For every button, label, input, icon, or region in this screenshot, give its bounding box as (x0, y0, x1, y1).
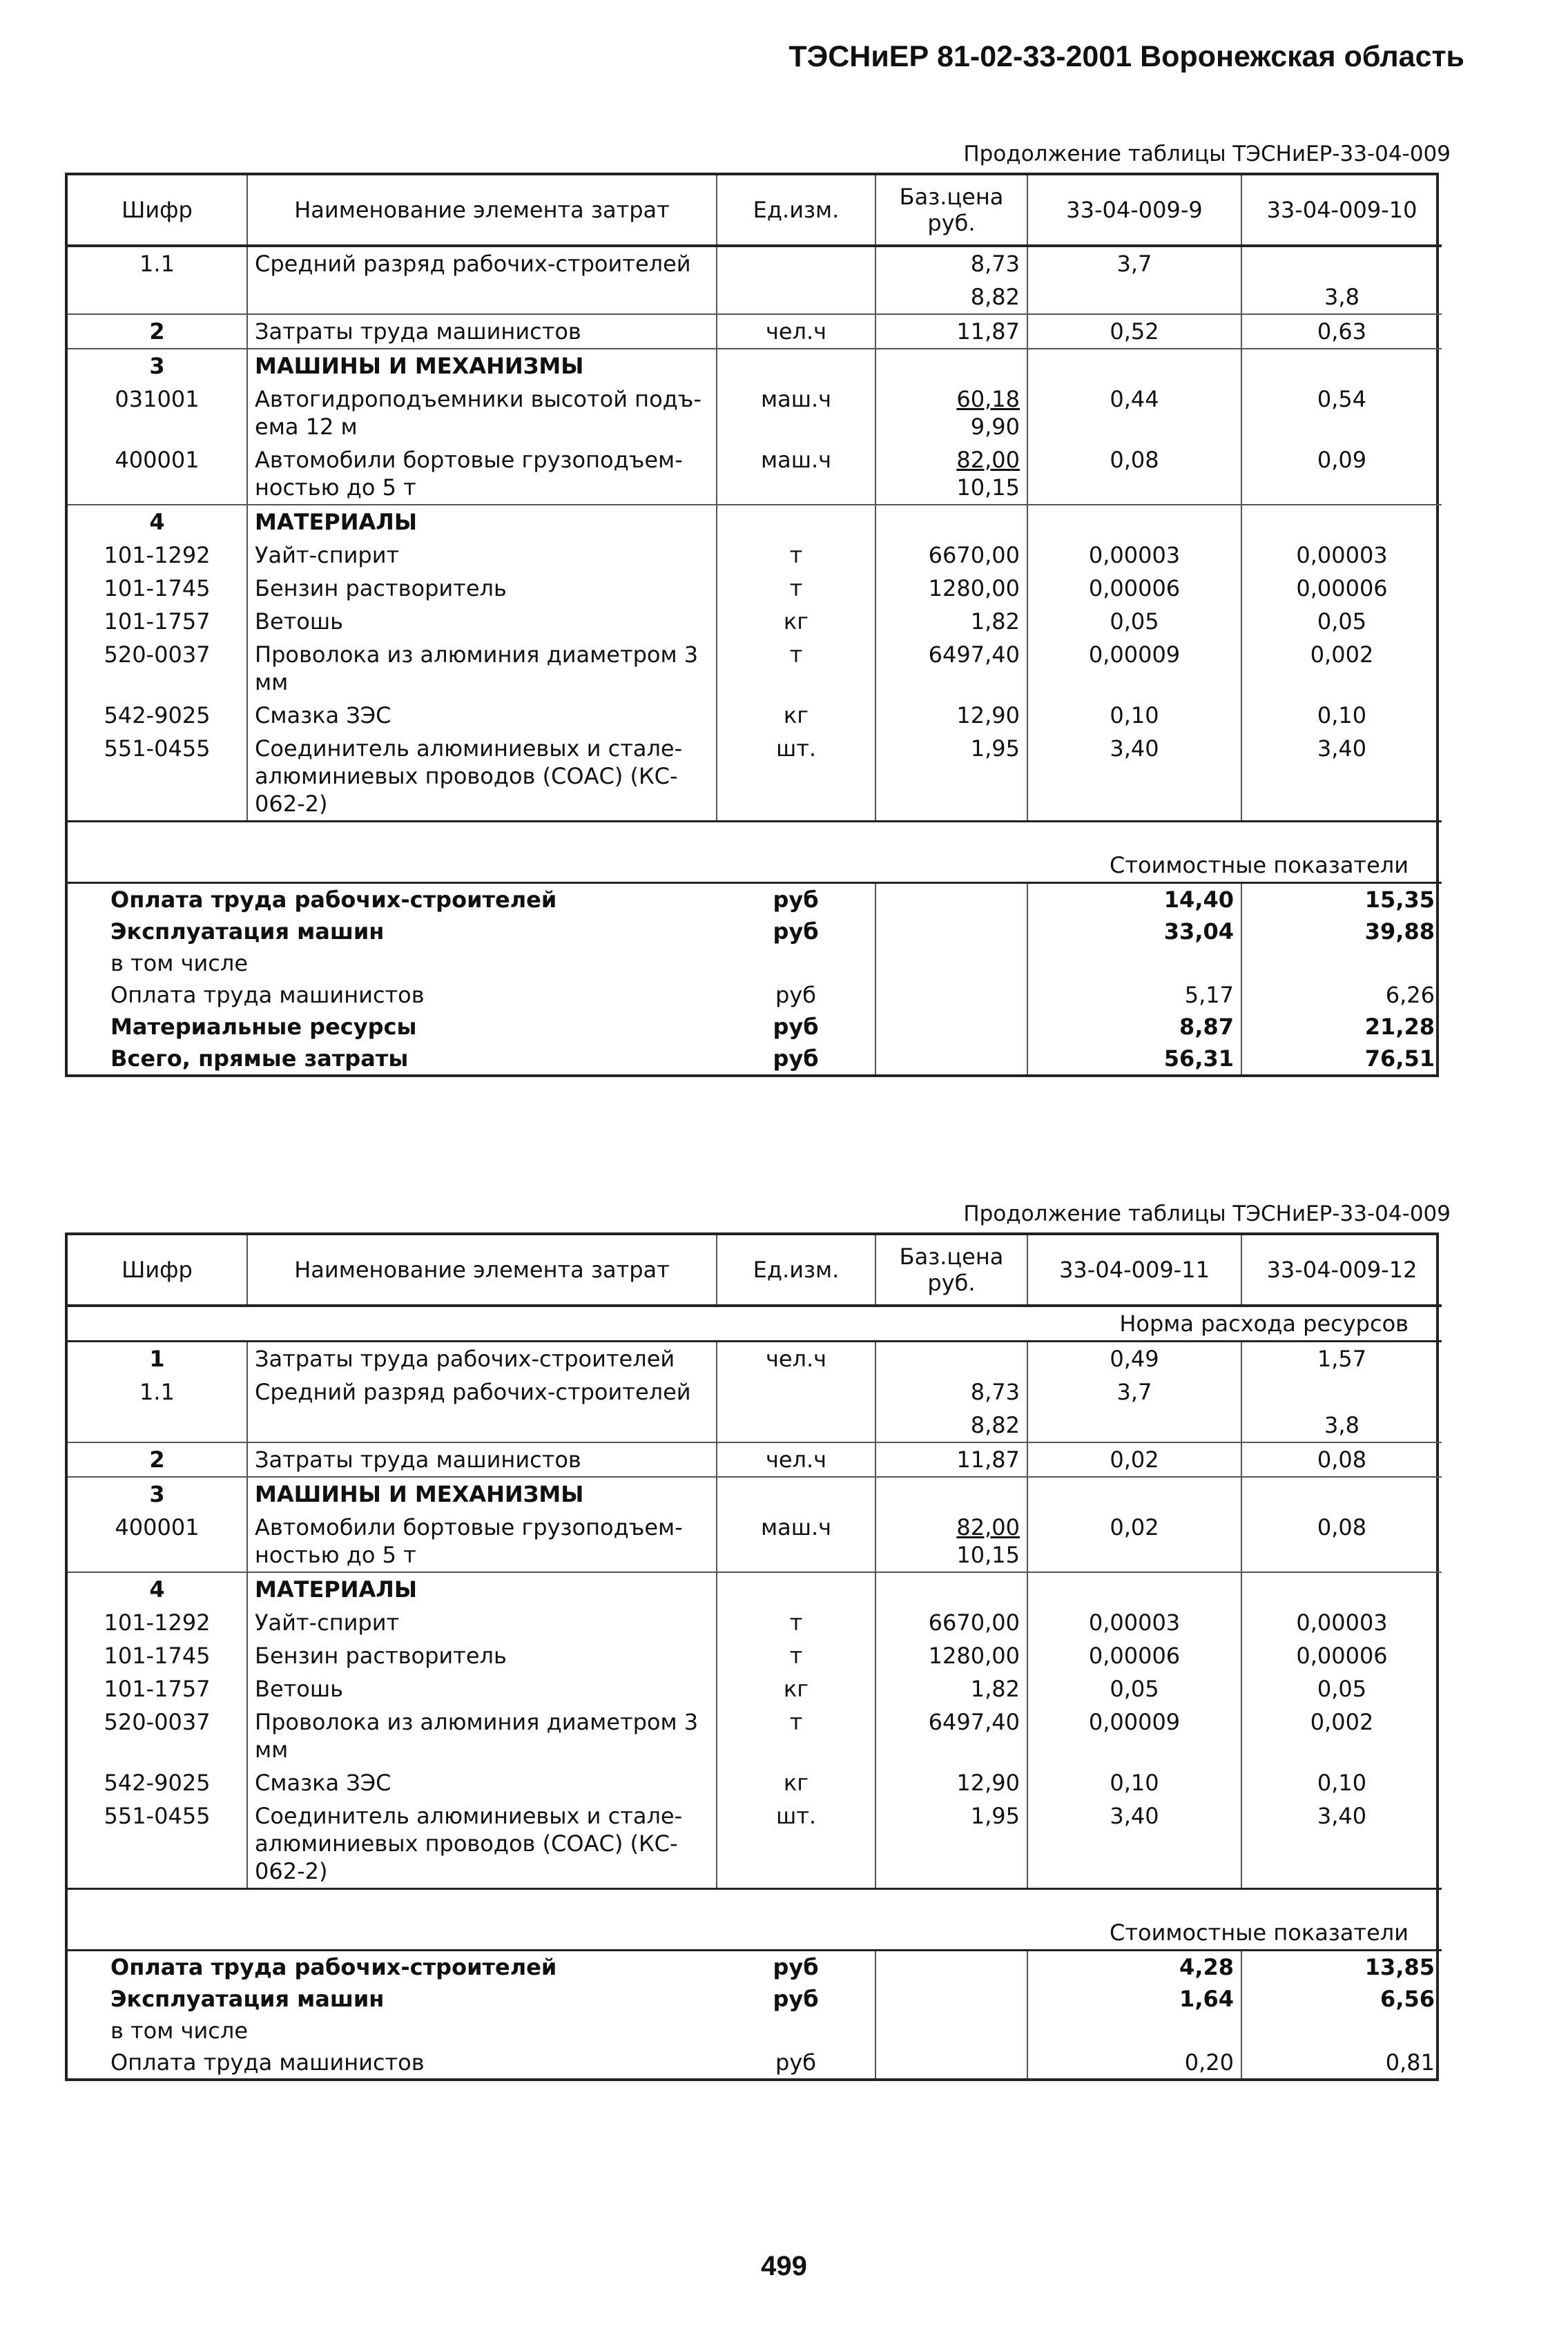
table2-continuation: Продолжение таблицы ТЭСНиЕР-33-04-009 (963, 1201, 1451, 1226)
row-code: 400001 (68, 1511, 247, 1572)
row-code: 520-0037 (68, 1705, 247, 1766)
summary-row (68, 1043, 1442, 1074)
cost-caption-row (68, 822, 1442, 883)
row-code: 2 (68, 1442, 247, 1477)
summary-label: Эксплуатация машин (110, 1986, 385, 2012)
table-row (68, 1766, 1442, 1799)
cost-caption-row (68, 1889, 1442, 1951)
row-price: 1280,00 (875, 572, 1027, 605)
row-value-a: 0,44 (1027, 383, 1241, 443)
row-price: 6497,40 (875, 638, 1027, 699)
row-code (68, 1409, 247, 1442)
row-code: 542-9025 (68, 699, 247, 732)
resource-table-1 (65, 173, 1439, 1077)
row-price (875, 349, 1027, 383)
summary-label: Оплата труда машинистов (110, 2049, 425, 2076)
summary-empty (875, 1983, 1027, 2015)
row-value-a: 0,02 (1027, 1442, 1241, 1477)
table-row (68, 383, 1442, 443)
summary-value-a: 4,28 (1027, 1951, 1241, 1984)
summary-value-b: 39,88 (1364, 918, 1435, 945)
row-price (875, 1477, 1027, 1511)
summary-empty (875, 947, 1027, 979)
row-price: 8,73 (875, 1375, 1027, 1409)
summary-value-b: 0,81 (1385, 2049, 1435, 2076)
row-code: 1.1 (68, 1375, 247, 1409)
row-name: Автогидроподъемники высотой подъ- ема 12 м (247, 383, 717, 443)
norm-caption: Норма расхода ресурсов (68, 1306, 1442, 1342)
row-name: Затраты труда машинистов (247, 314, 717, 349)
row-price (875, 1572, 1027, 1606)
row-name: Смазка ЗЭС (247, 1766, 717, 1799)
table-row (68, 1409, 1442, 1442)
column-header: Шифр (68, 175, 247, 246)
row-code: 400001 (68, 443, 247, 505)
summary-value-a: 56,31 (1027, 1043, 1241, 1074)
current-price: 10,15 (956, 1542, 1020, 1568)
summary-value-a: 1,64 (1027, 1983, 1241, 2015)
table-row (68, 349, 1442, 383)
summary-label: в том числе (110, 950, 248, 976)
page-number: 499 (761, 2251, 807, 2281)
row-code: 551-0455 (68, 732, 247, 822)
summary-row (68, 883, 1442, 916)
summary-unit: руб (717, 1983, 875, 2015)
column-header: 33-04-009-10 (1241, 175, 1442, 246)
row-unit: т (717, 1705, 875, 1766)
summary-value-b: 13,85 (1364, 1954, 1435, 1980)
row-price (875, 505, 1027, 539)
row-unit: т (717, 1639, 875, 1672)
column-header: Ед.изм. (717, 1235, 875, 1306)
table-row (68, 1442, 1442, 1477)
table-row (68, 280, 1442, 314)
row-name: Проволока из алюминия диаметром 3 мм (247, 1705, 717, 1766)
column-header: 33-04-009-11 (1027, 1235, 1241, 1306)
summary-empty (875, 883, 1027, 916)
row-name: Бензин растворитель (247, 1639, 717, 1672)
row-value-b: 0,00006 (1296, 1643, 1388, 1669)
table-row (68, 605, 1442, 638)
summary-value-a (1027, 947, 1241, 979)
row-code: 101-1745 (68, 572, 247, 605)
row-value-a: 3,40 (1027, 732, 1241, 822)
summary-unit: руб (717, 1043, 875, 1074)
row-value-a: 0,49 (1027, 1342, 1241, 1376)
column-header: Баз.цена руб. (875, 175, 1027, 246)
summary-row (68, 979, 1442, 1011)
summary-unit: руб (717, 979, 875, 1011)
table-row (68, 1511, 1442, 1572)
row-value-b: 3,8 (1324, 1412, 1359, 1438)
row-value-a: 0,00006 (1027, 572, 1241, 605)
row-value-a (1027, 280, 1241, 314)
row-code: 031001 (68, 383, 247, 443)
table-row (68, 732, 1442, 822)
row-unit (717, 1572, 875, 1606)
row-value-b: 0,00003 (1296, 1609, 1388, 1636)
row-value-a: 0,10 (1027, 1766, 1241, 1799)
resource-table-2 (65, 1232, 1439, 2081)
summary-value-a: 14,40 (1027, 883, 1241, 916)
row-name: МАШИНЫ И МЕХАНИЗМЫ (247, 349, 717, 383)
row-unit: маш.ч (717, 443, 875, 505)
table1-continuation: Продолжение таблицы ТЭСНиЕР-33-04-009 (963, 142, 1451, 166)
row-price: 8,82 (875, 1409, 1027, 1442)
row-unit (717, 1409, 875, 1442)
row-value-b: 0,08 (1241, 1442, 1442, 1477)
row-value-b: 0,002 (1310, 1709, 1374, 1735)
summary-unit: руб (717, 1011, 875, 1043)
summary-empty (875, 979, 1027, 1011)
row-price: 6497,40 (875, 1705, 1027, 1766)
row-name: Автомобили бортовые грузоподъем- ностью до 5 т (247, 443, 717, 505)
base-price: 82,00 (956, 447, 1020, 473)
row-name: Проволока из алюминия диаметром 3 мм (247, 638, 717, 699)
row-price: 1,95 (875, 1799, 1027, 1889)
cost-caption: Стоимостные показатели (68, 1889, 1442, 1951)
row-value-a: 3,40 (1027, 1799, 1241, 1889)
row-name: Автомобили бортовые грузоподъем- ностью до 5 т (247, 1511, 717, 1572)
summary-value-b (1241, 947, 1442, 979)
table-row (68, 505, 1442, 539)
column-header: Шифр (68, 1235, 247, 1306)
summary-label: Оплата труда рабочих-строителей (110, 887, 557, 913)
row-value-b (1241, 246, 1442, 280)
row-value-a: 0,00009 (1027, 1705, 1241, 1766)
row-value-b: 0,10 (1317, 702, 1367, 728)
summary-value-a (1027, 2015, 1241, 2047)
table-row (68, 1606, 1442, 1639)
row-value-a: 3,7 (1027, 246, 1241, 280)
table-row (68, 1342, 1442, 1376)
row-code: 2 (68, 314, 247, 349)
table-row (68, 572, 1442, 605)
row-value-b: 3,40 (1317, 735, 1367, 762)
row-code: 101-1745 (68, 1639, 247, 1672)
row-value-b: 0,09 (1317, 447, 1367, 473)
row-name: Ветошь (247, 605, 717, 638)
row-code: 3 (68, 1477, 247, 1511)
row-value-b (1241, 1375, 1442, 1409)
row-value-a: 0,02 (1027, 1511, 1241, 1572)
summary-value-b: 76,51 (1364, 1045, 1435, 1072)
cost-caption: Стоимостные показатели (68, 822, 1442, 883)
row-price: 11,87 (875, 1442, 1027, 1477)
row-code: 101-1757 (68, 605, 247, 638)
row-unit (717, 505, 875, 539)
summary-unit: руб (717, 916, 875, 947)
row-unit: шт. (717, 1799, 875, 1889)
summary-row (68, 1011, 1442, 1043)
row-code: 1.1 (68, 246, 247, 280)
row-code: 3 (68, 349, 247, 383)
row-value-b: 1,57 (1317, 1346, 1367, 1372)
table-row (68, 539, 1442, 572)
row-value-b: 0,54 (1317, 386, 1367, 412)
summary-row (68, 1983, 1442, 2015)
table-row (68, 443, 1442, 505)
row-value-b: 0,00003 (1296, 542, 1388, 568)
summary-row (68, 947, 1442, 979)
table-row (68, 1799, 1442, 1889)
row-code: 542-9025 (68, 1766, 247, 1799)
row-unit (717, 349, 875, 383)
row-value-a: 3,7 (1027, 1375, 1241, 1409)
row-value-b: 0,002 (1310, 641, 1374, 668)
document-header: ТЭСНиЕР 81-02-33-2001 Воронежская область (788, 40, 1464, 73)
row-price (875, 383, 1027, 443)
row-value-a (1027, 349, 1241, 383)
summary-unit (717, 2015, 875, 2047)
summary-label: Эксплуатация машин (110, 918, 385, 945)
row-value-a: 0,00006 (1027, 1639, 1241, 1672)
row-name: Соединитель алюминиевых и стале- алюминиевых проводов (СОАС) (КС- 062-2) (247, 1799, 717, 1889)
column-header: Наименование элемента затрат (247, 1235, 717, 1306)
summary-empty (875, 1011, 1027, 1043)
row-unit: маш.ч (717, 383, 875, 443)
summary-label: Материальные ресурсы (110, 1014, 417, 1040)
row-price: 1280,00 (875, 1639, 1027, 1672)
row-code: 4 (68, 1572, 247, 1606)
row-value-b: 0,63 (1241, 314, 1442, 349)
base-price: 82,00 (956, 1514, 1020, 1540)
table-row (68, 1375, 1442, 1409)
column-header: 33-04-009-9 (1027, 175, 1241, 246)
row-value-b: 0,08 (1317, 1514, 1367, 1540)
row-code: 101-1292 (68, 1606, 247, 1639)
row-unit (717, 1477, 875, 1511)
row-value-b: 0,00006 (1296, 575, 1388, 601)
row-unit (717, 246, 875, 280)
summary-value-a: 5,17 (1027, 979, 1241, 1011)
row-price: 6670,00 (875, 1606, 1027, 1639)
row-unit: чел.ч (717, 1442, 875, 1477)
row-name: Уайт-спирит (247, 1606, 717, 1639)
row-name: МАШИНЫ И МЕХАНИЗМЫ (247, 1477, 717, 1511)
row-name: МАТЕРИАЛЫ (247, 1572, 717, 1606)
row-name: Средний разряд рабочих-строителей (247, 1375, 717, 1409)
row-value-b (1241, 1477, 1442, 1511)
row-name (247, 280, 717, 314)
row-value-a: 0,05 (1027, 1672, 1241, 1705)
table-row (68, 1639, 1442, 1672)
row-price (875, 1342, 1027, 1376)
row-name: Ветошь (247, 1672, 717, 1705)
summary-unit: руб (717, 883, 875, 916)
table-row (68, 699, 1442, 732)
row-unit: кг (717, 699, 875, 732)
summary-value-b: 15,35 (1364, 887, 1435, 913)
row-unit (717, 1375, 875, 1409)
summary-value-a: 8,87 (1027, 1011, 1241, 1043)
column-header: Наименование элемента затрат (247, 175, 717, 246)
row-code: 1 (68, 1342, 247, 1376)
row-unit: кг (717, 1672, 875, 1705)
row-name: Бензин растворитель (247, 572, 717, 605)
current-price: 10,15 (956, 474, 1020, 501)
row-price: 12,90 (875, 699, 1027, 732)
row-name: Затраты труда машинистов (247, 1442, 717, 1477)
row-unit: т (717, 539, 875, 572)
row-unit: чел.ч (717, 1342, 875, 1376)
row-unit: т (717, 638, 875, 699)
summary-label: Всего, прямые затраты (110, 1045, 409, 1072)
row-unit: маш.ч (717, 1511, 875, 1572)
norm-caption-row (68, 1306, 1442, 1342)
row-unit: т (717, 572, 875, 605)
row-value-a (1027, 1409, 1241, 1442)
row-unit: шт. (717, 732, 875, 822)
row-code: 520-0037 (68, 638, 247, 699)
summary-empty (875, 2015, 1027, 2047)
row-price: 8,73 (875, 246, 1027, 280)
summary-empty (875, 1951, 1027, 1984)
row-name: Уайт-спирит (247, 539, 717, 572)
table-header-row (68, 1235, 1442, 1306)
row-unit: т (717, 1606, 875, 1639)
summary-value-b (1241, 2015, 1442, 2047)
table-row (68, 1572, 1442, 1606)
row-name: Затраты труда рабочих-строителей (247, 1342, 717, 1376)
row-value-a: 0,08 (1027, 443, 1241, 505)
row-value-a: 0,00009 (1027, 638, 1241, 699)
row-value-b (1241, 505, 1442, 539)
table-row (68, 638, 1442, 699)
row-value-b: 3,8 (1324, 284, 1359, 310)
row-value-b: 0,10 (1317, 1770, 1367, 1796)
row-value-b: 0,05 (1317, 608, 1367, 635)
row-price: 8,82 (875, 280, 1027, 314)
row-value-a: 0,05 (1027, 605, 1241, 638)
row-value-b (1241, 1572, 1442, 1606)
row-name: Соединитель алюминиевых и стале- алюминиевых проводов (СОАС) (КС- 062-2) (247, 732, 717, 822)
summary-value-a: 33,04 (1027, 916, 1241, 947)
row-unit: кг (717, 605, 875, 638)
summary-value-a: 0,20 (1027, 2047, 1241, 2078)
summary-value-b: 21,28 (1364, 1014, 1435, 1040)
summary-row (68, 2047, 1442, 2078)
row-value-a: 0,00003 (1027, 1606, 1241, 1639)
row-price: 1,95 (875, 732, 1027, 822)
table-header-row (68, 175, 1442, 246)
row-value-a (1027, 1572, 1241, 1606)
summary-value-b: 6,26 (1385, 982, 1435, 1008)
column-header: 33-04-009-12 (1241, 1235, 1442, 1306)
summary-row (68, 1951, 1442, 1984)
row-unit: кг (717, 1766, 875, 1799)
row-unit: чел.ч (717, 314, 875, 349)
row-code: 101-1757 (68, 1672, 247, 1705)
row-name: МАТЕРИАЛЫ (247, 505, 717, 539)
summary-empty (875, 916, 1027, 947)
summary-unit: руб (717, 2047, 875, 2078)
summary-label: в том числе (110, 2018, 248, 2044)
row-value-b (1241, 349, 1442, 383)
row-name: Средний разряд рабочих-строителей (247, 246, 717, 280)
summary-unit (717, 947, 875, 979)
summary-empty (875, 1043, 1027, 1074)
row-price: 6670,00 (875, 539, 1027, 572)
column-header: Баз.цена руб. (875, 1235, 1027, 1306)
row-price: 1,82 (875, 1672, 1027, 1705)
row-code: 4 (68, 505, 247, 539)
row-price: 1,82 (875, 605, 1027, 638)
summary-unit: руб (717, 1951, 875, 1984)
table-row (68, 314, 1442, 349)
row-value-a (1027, 1477, 1241, 1511)
row-code: 551-0455 (68, 1799, 247, 1889)
row-price: 11,87 (875, 314, 1027, 349)
row-name (247, 1409, 717, 1442)
table-row (68, 246, 1442, 280)
summary-value-b: 6,56 (1380, 1986, 1435, 2012)
row-value-b: 0,05 (1317, 1676, 1367, 1702)
row-code (68, 280, 247, 314)
summary-empty (875, 2047, 1027, 2078)
summary-row (68, 916, 1442, 947)
row-value-a: 0,00003 (1027, 539, 1241, 572)
row-price (875, 1511, 1027, 1572)
row-value-a: 0,52 (1027, 314, 1241, 349)
current-price: 9,90 (970, 414, 1020, 440)
base-price: 60,18 (956, 386, 1020, 412)
row-name: Смазка ЗЭС (247, 699, 717, 732)
summary-label: Оплата труда рабочих-строителей (110, 1954, 557, 1980)
column-header: Ед.изм. (717, 175, 875, 246)
summary-row (68, 2015, 1442, 2047)
summary-label: Оплата труда машинистов (110, 982, 425, 1008)
table-row (68, 1672, 1442, 1705)
table-row (68, 1705, 1442, 1766)
row-code: 101-1292 (68, 539, 247, 572)
table-row (68, 1477, 1442, 1511)
row-value-a (1027, 505, 1241, 539)
row-value-b: 3,40 (1317, 1803, 1367, 1829)
row-value-a: 0,10 (1027, 699, 1241, 732)
row-price (875, 443, 1027, 505)
row-price: 12,90 (875, 1766, 1027, 1799)
row-unit (717, 280, 875, 314)
